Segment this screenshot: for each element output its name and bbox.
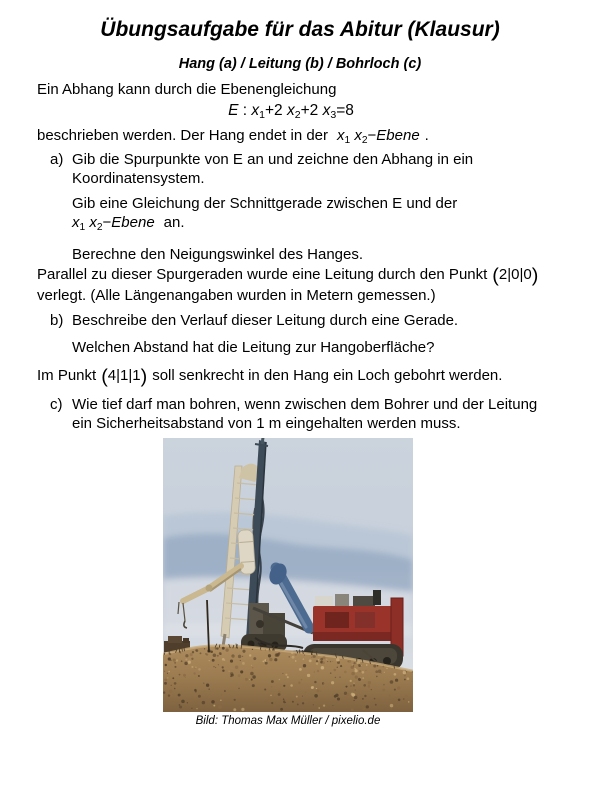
task-a-paragraph-2: Gib eine Gleichung der Schnittgerade zwischen E und der x1 x2−Ebene an. bbox=[72, 195, 458, 233]
task-label-c: c) bbox=[50, 396, 63, 413]
page-title: Übungsaufgabe für das Abitur (Klausur) bbox=[100, 18, 500, 41]
task-content-b bbox=[72, 311, 458, 357]
plane-equation: E : x1+2 x2+2 x3=8 bbox=[228, 102, 354, 121]
photo-figure bbox=[163, 438, 413, 728]
photo-caption: Bild: Thomas Max Müller / pixelio.de bbox=[195, 715, 381, 727]
point-4-1-1: (4|1|1) bbox=[101, 365, 148, 388]
task-label-a: a) bbox=[50, 151, 64, 168]
task-label-b: b) bbox=[50, 312, 64, 329]
x1x2-plane-math: x1 x2−Ebene bbox=[72, 213, 155, 233]
intro-line-3: beschrieben werden. Der Hang endet in der x1 x2−Ebene . bbox=[37, 126, 429, 146]
bohrloch-paragraph: Im Punkt (4|1|1) soll senkrecht in den Hang ein Loch gebohrt werden. bbox=[37, 365, 503, 388]
point-2-0-0: (2|0|0) bbox=[492, 264, 539, 287]
x1x2-plane-math: x1 x2−Ebene bbox=[337, 126, 420, 146]
task-a-paragraph-3: Berechne den Neigungswinkel des Hanges. bbox=[72, 245, 364, 263]
leitung-paragraph: Parallel zu dieser Spurgeraden wurde eine Leitung durch den Punkt (2|0|0) verlegt. (Alle Längenangaben wurden in Metern gemessen.) bbox=[37, 264, 539, 304]
drilling-rig-photo bbox=[163, 438, 413, 712]
task-item-c bbox=[50, 396, 580, 433]
intro-line-1: Ein Abhang kann durch die Ebenengleichung bbox=[37, 81, 337, 98]
task-b-paragraph-2: Welchen Abstand hat die Leitung zur Hangoberfläche? bbox=[72, 339, 435, 356]
intro-paragraph bbox=[37, 80, 577, 151]
task-item-a bbox=[50, 151, 580, 264]
task-content-a bbox=[72, 151, 473, 264]
task-item-b bbox=[50, 311, 580, 357]
page-subtitle: Hang (a) / Leitung (b) / Bohrloch (c) bbox=[178, 56, 422, 72]
task-a-paragraph-1: Gib die Spurpunkte von E an und zeichne den Abhang in ein Koordinatensystem. bbox=[72, 151, 474, 187]
task-content-c: Wie tief darf man bohren, wenn zwischen dem Bohrer und der Leitung ein Sicherheitsabstand von 1 m eingehalten werden muss. bbox=[72, 396, 538, 432]
task-b-paragraph-1: Beschreibe den Verlauf dieser Leitung durch eine Gerade. bbox=[72, 312, 459, 329]
plane-equation-line bbox=[37, 100, 577, 126]
